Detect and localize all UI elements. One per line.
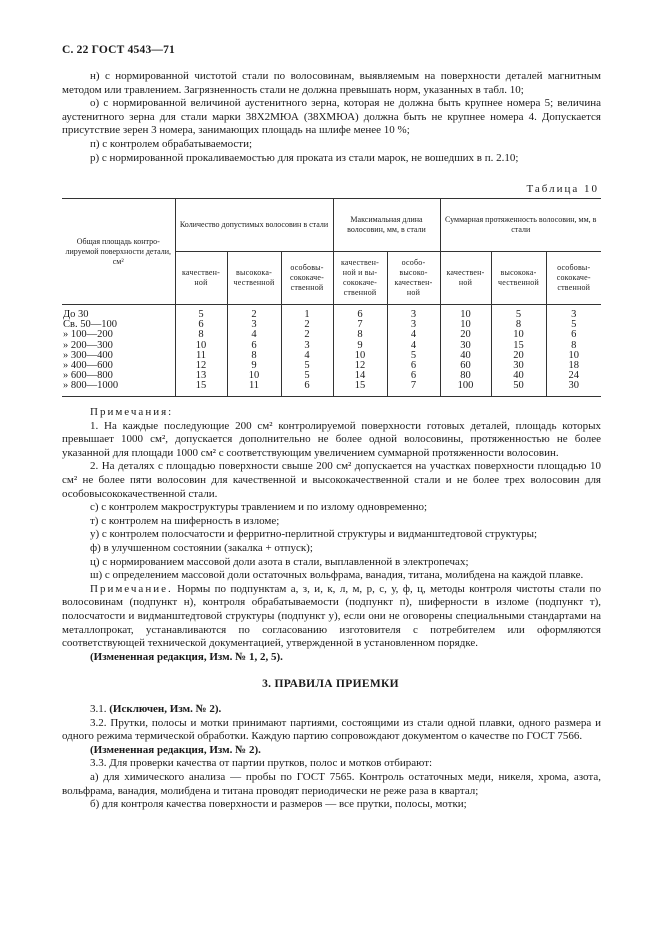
value-cell: 10 [175, 341, 227, 351]
value-cell: 6 [387, 361, 440, 371]
value-cell: 10 [227, 371, 281, 381]
area-cell: » 400—600 [63, 360, 113, 372]
sub-header: качествен- ной и вы- сококаче- ственной [333, 252, 387, 305]
value-cell: 20 [440, 330, 491, 340]
value-cell: 40 [491, 371, 546, 381]
area-cell: » 100—200 [63, 329, 113, 341]
item-r: р) с нормированной прокаливаемостью для проката из стали марок, не вошедших в п. 2.10; [90, 151, 519, 164]
value-cell: 10 [491, 330, 546, 340]
value-cell: 8 [491, 320, 546, 330]
value-cell: 6 [175, 320, 227, 330]
value-cell: 15 [491, 341, 546, 351]
s33: 3.3. Для проверки качества от партии прутков, полос и мотков отбирают: [90, 757, 433, 770]
value-cell: 3 [227, 320, 281, 330]
value-cell: 5 [491, 305, 546, 321]
value-cell: 8 [333, 330, 387, 340]
table-body [62, 305, 601, 397]
value-cell: 13 [175, 371, 227, 381]
value-cell: 10 [440, 305, 491, 321]
value-cell: 2 [227, 305, 281, 321]
table-row [62, 381, 601, 396]
s31-text: (Исключен, Изм. № 2). [109, 703, 222, 715]
value-cell: 24 [546, 371, 601, 381]
item-s: с) с контролем макроструктуры травлением и по излому одновременно; [90, 501, 428, 514]
s33a: а) для химического анализа — пробы по ГОСТ 7565. Контроль остаточных меди, никеля, хрома, азота, вольфрама, ванадия, молибдена и титана проводят периодически не реже раза в квартал; [62, 770, 601, 797]
section-title: 3. ПРАВИЛА ПРИЕМКИ [262, 678, 399, 690]
note2-text: Нормы по подпунктам а, з, и, к, л, м, р, с, у, ф, ц, методы контроля чистоты стали по волосовинам (подпункт н), контроля обрабатываемости (подпункт п), шиферности в изломе (подпункт т), полосчатости и видманштедтовой структуры (подпункт у), если они не оговорены специальными стандартами на металлопрокат, устанавливаются по согласованию изготовителя с потребителем или оформляются соответствующей технической документацией, утвержденной в установленном порядке. [62, 582, 602, 650]
group-count-header: Количество допустимых волосовин в стали [175, 199, 333, 252]
top-items [62, 70, 601, 165]
value-cell: 8 [175, 330, 227, 340]
value-cell: 11 [227, 381, 281, 396]
value-cell: 5 [281, 371, 333, 381]
value-cell: 5 [387, 351, 440, 361]
sub-header: особовы- сококаче- ственной [281, 252, 333, 305]
sub-header: особовы- сококаче- ственной [546, 252, 601, 305]
sub-header: качествен- ной [175, 252, 227, 305]
value-cell: 15 [333, 381, 387, 396]
value-cell: 40 [440, 351, 491, 361]
value-cell: 5 [281, 361, 333, 371]
value-cell: 30 [546, 381, 601, 396]
value-cell: 10 [440, 320, 491, 330]
sub-header: высокока- чественной [491, 252, 546, 305]
table-10 [62, 198, 601, 397]
area-cell: » 300—400 [63, 349, 113, 361]
value-cell: 2 [281, 330, 333, 340]
value-cell: 1 [281, 305, 333, 321]
value-cell: 30 [440, 341, 491, 351]
item-f: ф) в улучшенном состоянии (закалка + отпуск); [90, 541, 313, 554]
value-cell: 7 [387, 381, 440, 396]
area-cell: До 30 [63, 309, 89, 320]
value-cell: 3 [546, 305, 601, 321]
value-cell: 4 [281, 351, 333, 361]
value-cell: 20 [491, 351, 546, 361]
page-header: С. 22 ГОСТ 4543—71 [62, 44, 175, 56]
value-cell: 10 [546, 351, 601, 361]
value-cell: 10 [333, 351, 387, 361]
value-cell: 9 [227, 361, 281, 371]
notes-block [62, 406, 601, 664]
note-1: 1. На каждые последующие 200 см² контролируемой поверхности готовых деталей, площадь которых превышает 1000 см², допускается дополнительно не более одной волосовины, протяженностью не более указанной для площади 1000 см² с соответствующим увеличением суммарной протяженности волосовин. [62, 419, 601, 459]
value-cell: 12 [175, 361, 227, 371]
value-cell: 80 [440, 371, 491, 381]
item-n: н) с нормированной чистотой стали по волосовинам, выявляемым на поверхности деталей магнитным методом или травлением. Загрязненность стали не должна превышать норм, указанных в табл. 10; [62, 70, 601, 96]
s32: 3.2. Прутки, полосы и мотки принимают партиями, состоящими из стали одной плавки, одного размера и одного режима термической обработки. Каждую партию сопровождают документом о качестве по ГОСТ 7566. [62, 716, 601, 743]
area-cell: Св. 50—100 [63, 319, 117, 331]
item-u: у) с контролем полосчатости и ферритно-перлитной структуры и видманштедтовой структуры; [90, 528, 538, 541]
item-sh: ш) с определением массовой доли остаточных вольфрама, ванадия, титана, молибдена на каждой плавке. [90, 569, 584, 582]
value-cell: 6 [281, 381, 333, 396]
value-cell: 4 [387, 341, 440, 351]
area-cell: » 800—1000 [62, 381, 175, 396]
s33b: б) для контроля качества поверхности и размеров — все прутки, полосы, мотки; [90, 798, 467, 811]
value-cell: 4 [387, 330, 440, 340]
value-cell: 60 [440, 361, 491, 371]
notes-title: Примечания: [90, 406, 174, 418]
value-cell: 100 [440, 381, 491, 396]
value-cell: 15 [175, 381, 227, 396]
revision-1: (Измененная редакция, Изм. № 1, 2, 5). [90, 650, 283, 663]
note-2: 2. На деталях с площадью поверхности свыше 200 см² допускается на участках поверхности площадью 10 см² не более пяти волосовин для качественной и высококачественной стали и не более трех волосовин для особовысококачественной стали. [62, 460, 601, 500]
value-cell: 6 [227, 341, 281, 351]
col-area-header: Общая площадь контро- лируемой поверхности детали, см² [62, 199, 175, 305]
area-cell: » 600—800 [63, 370, 113, 382]
value-cell: 18 [546, 361, 601, 371]
note2-title: Примечание. [90, 582, 173, 595]
item-o: о) с нормированной величиной аустенитного зерна, которая не должна быть крупнее номера 5; величина аустенитного зерна для стали марки 38Х2МЮА (38ХМЮА) должна быть не крупнее номера 4. Допускается присутствие зерен 3 номера, занимающих площадь на шлифе менее 10 %; [62, 97, 601, 137]
sub-header: высокока- чественной [227, 252, 281, 305]
value-cell: 3 [387, 320, 440, 330]
item-p: п) с контролем обрабатываемости; [90, 137, 253, 150]
group-maxlen-header: Максимальная длина волосовин, мм, в стали [333, 199, 440, 252]
sub-header: качествен- ной [440, 252, 491, 305]
table-row [62, 305, 601, 321]
group-total-header: Суммарная протяженность волосовин, мм, в стали [440, 199, 601, 252]
value-cell: 8 [227, 351, 281, 361]
value-cell: 9 [333, 341, 387, 351]
value-cell: 5 [175, 305, 227, 321]
value-cell: 14 [333, 371, 387, 381]
value-cell: 3 [387, 305, 440, 321]
value-cell: 6 [546, 330, 601, 340]
value-cell: 6 [333, 305, 387, 321]
table-caption: Таблица 10 [526, 183, 599, 195]
value-cell: 11 [175, 351, 227, 361]
item-ts: ц) с нормированием массовой доли азота в стали, выплавленной в электропечах; [90, 555, 469, 568]
value-cell: 12 [333, 361, 387, 371]
s31-number: 3.1. [90, 703, 107, 715]
item-t: т) с контролем на шиферность в изломе; [90, 514, 280, 527]
value-cell: 8 [546, 341, 601, 351]
value-cell: 7 [333, 320, 387, 330]
value-cell: 50 [491, 381, 546, 396]
revision-2: (Измененная редакция, Изм. № 2). [90, 743, 261, 756]
area-cell: » 200—300 [63, 339, 113, 351]
value-cell: 5 [546, 320, 601, 330]
value-cell: 3 [281, 341, 333, 351]
value-cell: 30 [491, 361, 546, 371]
value-cell: 2 [281, 320, 333, 330]
section-3-body [62, 703, 601, 812]
sub-header: особо- высоко- качествен- ной [387, 252, 440, 305]
value-cell: 4 [227, 330, 281, 340]
value-cell: 6 [387, 371, 440, 381]
